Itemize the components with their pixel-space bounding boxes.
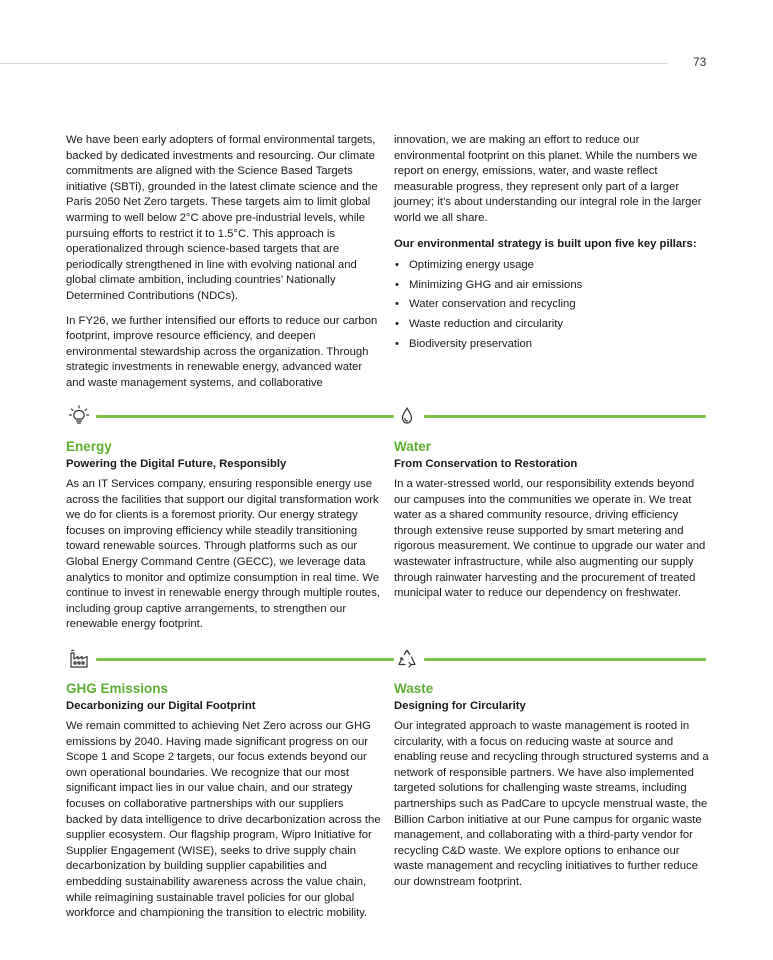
intro-left-column [66, 133, 378, 401]
divider-line [96, 658, 394, 661]
intro-paragraph: innovation, we are making an effort to reduce our environmental footprint on this planet. While the numbers we report on energy, emissions, water, and waste reflect measurable progress, they represent only part of a larger journey; it’s about understanding our integral role in the larger world we all share. [394, 134, 702, 224]
section-body: We remain committed to achieving Net Zero across our GHG emissions by 2040. Having made significant progress on our Scope 1 and Scope 2 targets, our focus extends beyond our own operational boundaries. We recognize that our most significant impact lies in our value chain, and our strategy focuses on collaborative partnerships with our suppliers backed by data intelligence to drive decarbonization across the supplier ecosystem. Our flagship program, Wipro Initiative for Supplier Engagement (WISE), seeks to drive supply chain decarbonization by building supplier capabilities and embedding sustainability awareness across the value chain, while reimagining sustainable travel policies for our global workforce and championing the transition to electric mobility. [66, 720, 381, 920]
intro-paragraph: In FY26, we further intensified our efforts to reduce our carbon footprint, improve resource efficiency, and deepen environmental stewardship across the organization. Through strategic investments in renewable energy, advanced water and waste management systems, and collaborative [66, 314, 378, 389]
section-subtitle: From Conservation to Restoration [394, 458, 578, 470]
section-title: Water [394, 439, 432, 454]
section-title: Energy [66, 439, 112, 454]
water-section [394, 438, 709, 602]
list-item: • Biodiversity preservation [394, 337, 706, 353]
ghg-section [66, 680, 381, 922]
recycle-icon [394, 646, 420, 672]
section-body: As an IT Services company, ensuring responsible energy use across the facilities that support our digital transformation work we do for clients is a foremost priority. Our energy strategy focuses on improving efficiency while steadily transitioning toward renewable sources. Through platforms such as our Global Energy Command Centre (GECC), we leverage data analytics to monitor and optimize consumption in real time. We continue to invest in renewable energy through multiple routes, including group captive arrangements, to strengthen our renewable energy footprint. [66, 478, 380, 631]
water-drop-icon [394, 403, 420, 429]
pillars-list [394, 258, 706, 352]
pillars-heading: Our environmental strategy is built upon five key pillars: [394, 237, 697, 250]
header-rule [0, 63, 668, 64]
section-body: Our integrated approach to waste management is rooted in circularity, with a focus on reducing waste at source and enabling reuse and recycling through structured systems and a network of responsible partners. We have also implemented targeted solutions for challenging waste streams, including partnerships such as PadCare to upcycle menstrual waste, the Billion Carbon initiative at our Pune campus for organic waste management, and collaborating with a third-party vendor for recycling C&D waste. We explore options to enhance our waste management and recycling initiatives to further reduce our downstream footprint. [394, 720, 709, 888]
section-title: GHG Emissions [66, 681, 169, 696]
list-item: • Minimizing GHG and air emissions [394, 278, 706, 294]
section-subtitle: Decarbonizing our Digital Footprint [66, 700, 256, 712]
list-item: • Waste reduction and circularity [394, 317, 706, 333]
section-subtitle: Designing for Circularity [394, 700, 526, 712]
section-subtitle: Powering the Digital Future, Responsibly [66, 458, 287, 470]
list-item: • Water conservation and recycling [394, 297, 706, 313]
list-item: • Optimizing energy usage [394, 258, 706, 274]
section-body: In a water-stressed world, our responsibility extends beyond our campuses into the communities we operate in. We treat water as a shared community resource, driving efficiency through extensive reuse supported by smart metering and rigorous measurement. We continue to upgrade our water and wastewater infrastructure, while also augmenting our supply through rainwater harvesting and the procurement of treated municipal water to reduce our dependency on freshwater. [394, 478, 706, 600]
energy-section [66, 438, 381, 633]
lightbulb-icon [66, 403, 92, 429]
waste-section [394, 680, 709, 891]
divider-line [96, 415, 394, 418]
page-number: 73 [693, 55, 707, 69]
intro-paragraph: We have been early adopters of formal environmental targets, backed by dedicated investments and resourcing. Our climate commitments are aligned with the Science Based Targets initiative (SBTi), grounded in the latest climate science and the Paris 2050 Net Zero targets. These targets aim to limit global warming to well below 2°C above pre-industrial levels, while pursuing efforts to restrict it to 1.5°C. This approach is operationalized through science-based targets that are periodically strengthened in line with evolving national and global climate ambition, including countries’ Nationally Determined Contributions (NDCs). [66, 134, 378, 302]
section-title: Waste [394, 681, 434, 696]
intro-right-column [394, 133, 706, 356]
divider-line [424, 415, 706, 418]
water-divider [394, 403, 706, 429]
divider-line [424, 658, 706, 661]
ghg-divider [66, 646, 394, 672]
factory-icon [66, 646, 92, 672]
energy-divider [66, 403, 394, 429]
waste-divider [394, 646, 706, 672]
